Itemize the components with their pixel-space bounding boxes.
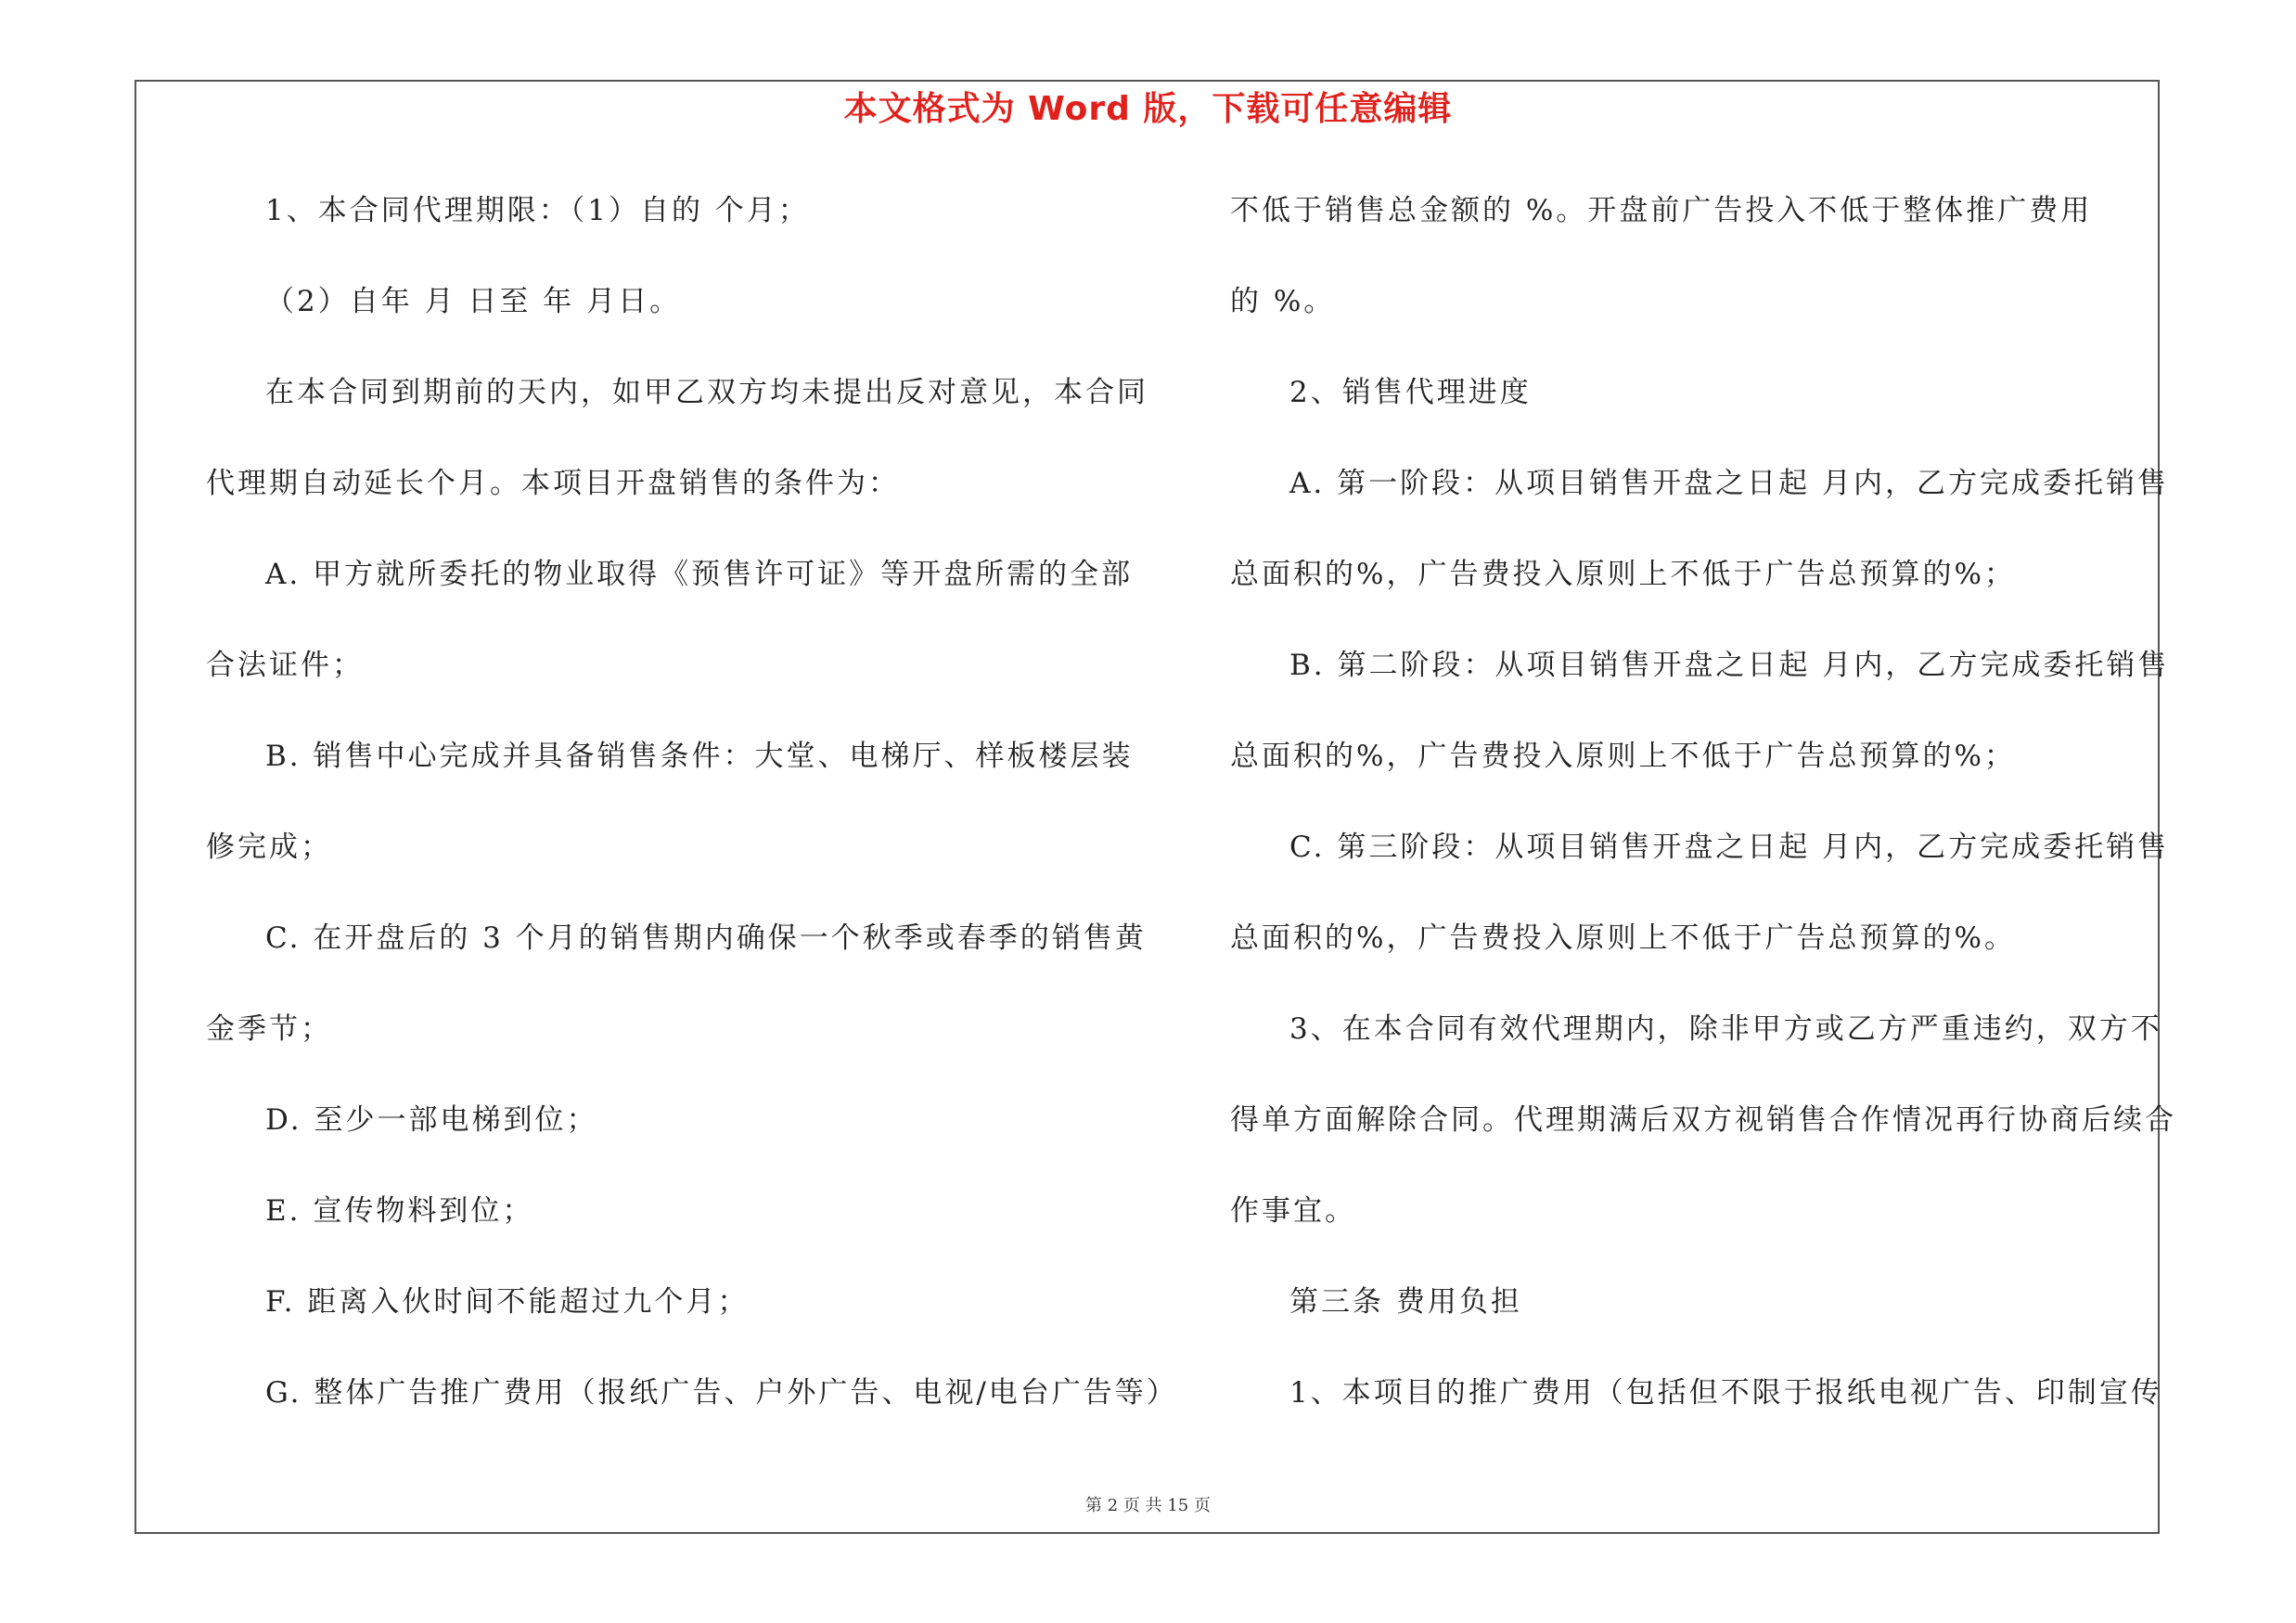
- text-line: 不低于销售总金额的 %。开盘前广告投入不低于整体推广费用: [1230, 194, 2093, 227]
- text-line: D. 至少一部电梯到位；: [265, 1103, 598, 1137]
- text-line: 在本合同到期前的天内，如甲乙双方均未提出反对意见，本合同: [265, 376, 1148, 409]
- text-line: C. 在开盘后的 3 个月的销售期内确保一个秋季或春季的销售黄: [265, 921, 1147, 955]
- text-line: B. 第二阶段：从项目销售开盘之日起 月内，乙方完成委托销售: [1289, 649, 2170, 682]
- text-line: 代理期自动延长个月。本项目开盘销售的条件为：: [206, 467, 900, 500]
- text-line: 总面积的%，广告费投入原则上不低于广告总预算的%；: [1230, 558, 2016, 591]
- text-line: 总面积的%，广告费投入原则上不低于广告总预算的%。: [1230, 921, 2016, 955]
- header-banner: 本文格式为 Word 版，下载可任意编辑: [843, 90, 1453, 128]
- left-column: [206, 183, 1178, 1456]
- right-column: [1230, 183, 2176, 1456]
- text-line: E. 宣传物料到位；: [265, 1194, 534, 1228]
- text-line: 作事宜。: [1230, 1194, 1356, 1228]
- text-line: 2、销售代理进度: [1289, 376, 1532, 409]
- text-line: 3、在本合同有效代理期内，除非甲方或乙方严重违约，双方不: [1289, 1012, 2162, 1046]
- text-line: A. 甲方就所委托的物业取得《预售许可证》等开盘所需的全部: [265, 558, 1134, 591]
- text-line: 1、本合同代理期限：（1）自的 个月；: [265, 194, 810, 227]
- text-line: 合法证件；: [206, 649, 364, 682]
- text-line: 总面积的%，广告费投入原则上不低于广告总预算的%；: [1230, 740, 2016, 773]
- text-line: （2）自年 月 日至 年 月日。: [265, 285, 682, 318]
- text-line: C. 第三阶段：从项目销售开盘之日起 月内，乙方完成委托销售: [1289, 831, 2170, 864]
- text-line: 金季节；: [206, 1012, 332, 1046]
- text-line: B. 销售中心完成并具备销售条件：大堂、电梯厅、样板楼层装: [265, 740, 1134, 773]
- text-line: 得单方面解除合同。代理期满后双方视销售合作情况再行协商后续合: [1230, 1103, 2176, 1137]
- text-line: 第三条 费用负担: [1289, 1285, 1522, 1319]
- text-line: 的 %。: [1230, 285, 1336, 318]
- text-line: F. 距离入伙时间不能超过九个月；: [265, 1285, 750, 1319]
- text-line: G. 整体广告推广费用（报纸广告、户外广告、电视/电台广告等）: [265, 1376, 1178, 1410]
- text-line: A. 第一阶段：从项目销售开盘之日起 月内，乙方完成委托销售: [1289, 467, 2169, 500]
- page-number: 第 2 页 共 15 页: [1085, 1496, 1211, 1515]
- text-line: 1、本项目的推广费用（包括但不限于报纸电视广告、印制宣传: [1289, 1376, 2162, 1410]
- text-line: 修完成；: [206, 831, 332, 864]
